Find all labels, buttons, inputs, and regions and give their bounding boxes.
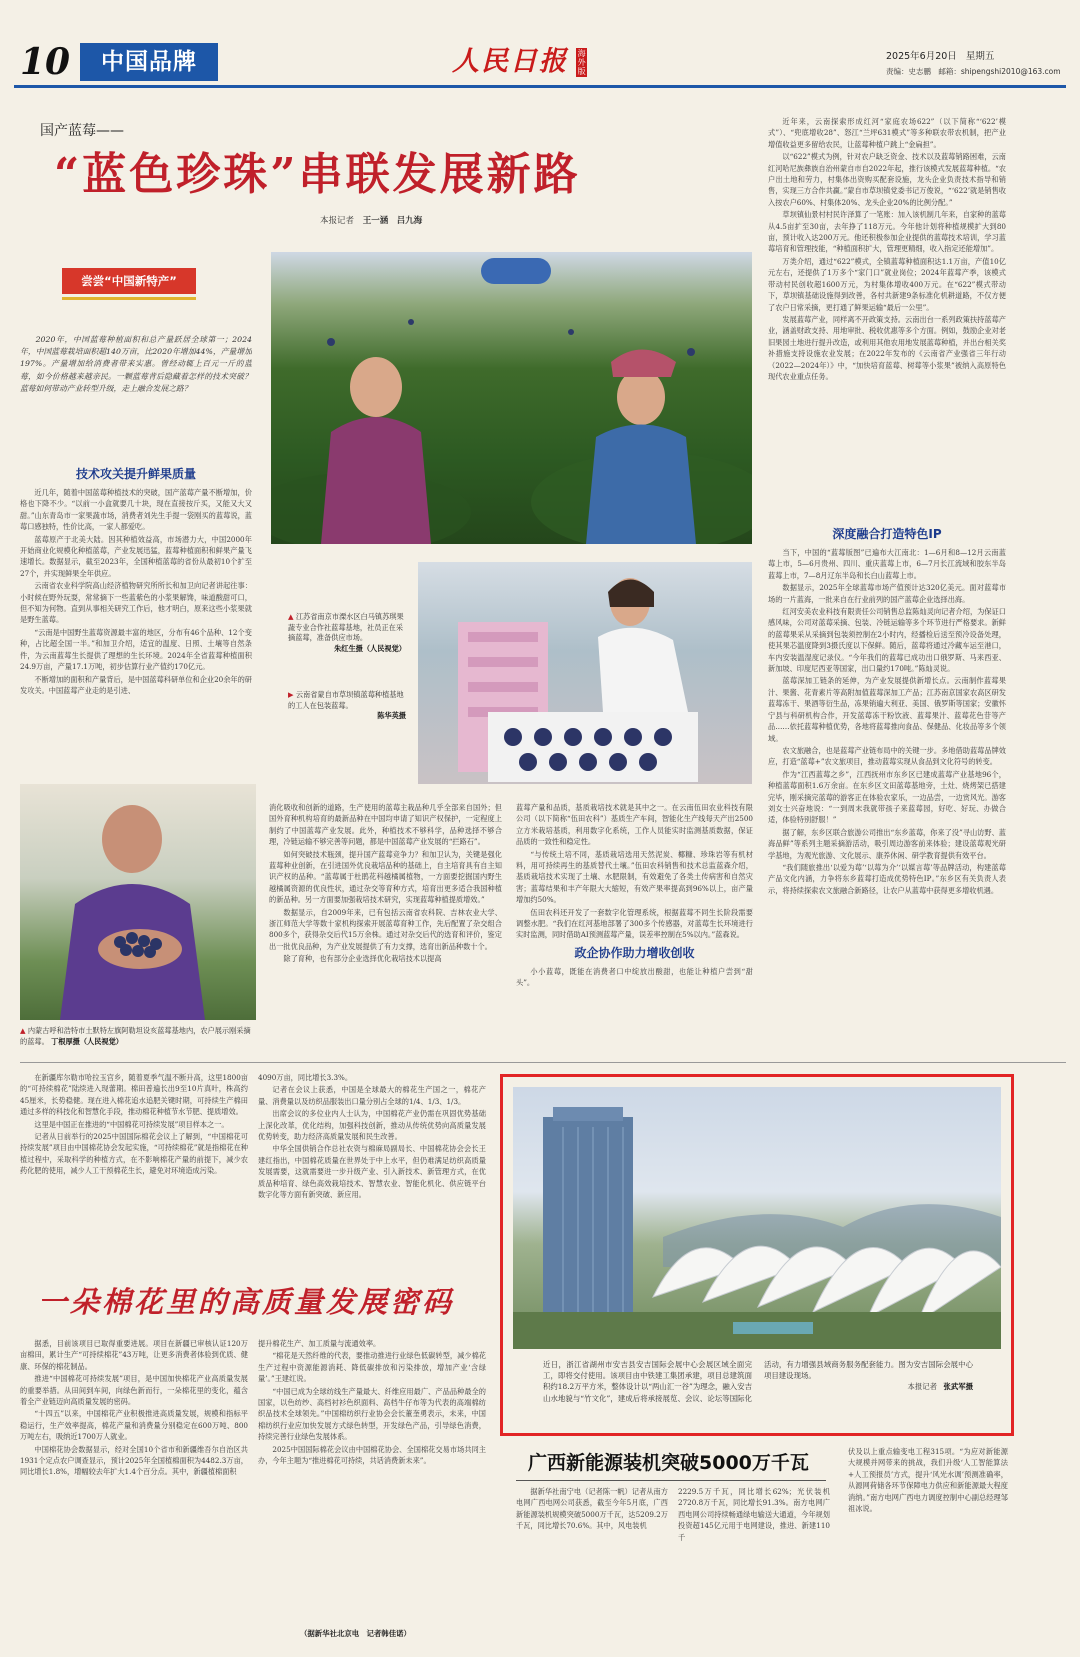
caption-credit: 陈华英摄	[377, 711, 406, 720]
column-tag	[62, 268, 196, 294]
weekday: 星期五	[965, 51, 995, 62]
lead-column-2	[269, 802, 502, 1054]
paragraph: 除了育种，也有部分企业选择优化栽培技术以提高	[283, 954, 442, 964]
photo-blueberry-pickers	[271, 252, 752, 544]
paragraph: 中国棉花协会数据显示，经对全国10个省市和新疆维吾尔自治区共1931个定点农户调查显示，预计2025年全国植棉面积为4482.3万亩，同比增长1.8%，增幅较去年扩大1.4个百分点。其中，新疆植棉面积	[20, 1444, 248, 1477]
paragraph: 数据显示，自2009年来，已有包括云南省农科院、吉林农业大学、浙江师范大学等数十家机构探索开展蓝莓育种工作，先后配置了杂交组合800多个，获得杂交后代15万余株。通过对杂交后代的选育和评价，鉴定出一批优良品种，为产业发展提供了有力支撑，选育出新品种数十个。	[269, 907, 502, 951]
paragraph: 推进“中国棉花可持续发展”项目，是中国加快棉花产业高质量发展的重要举措。从田间到车间，向绿色新而行，一朵棉花里的变化，蕴含着全产业链迈向高质量发展的密码。	[20, 1374, 248, 1407]
edition-badge: 海外版	[577, 49, 586, 76]
cotton-headline: 一朵棉花里的高质量发展密码	[38, 1285, 455, 1319]
paragraph: “与传统土培不同，基质栽培选用天然泥炭、椰糠、珍珠岩等有机材料，用可持续再生的基质替代土壤。”伍田农科销售和技术总监蓝森介绍，基质栽培技术实现了土壤、水肥限制，有效避免了各类土传病害和自然灾害；蓝莓结果和丰产年限大大缩短，有效产果率提高到96%以上，亩产量增加约50%。	[516, 849, 753, 905]
column-tag-label: 尝尝“中国新特产”	[81, 274, 177, 288]
caption-marker: ▶	[288, 690, 294, 699]
paragraph: 2025中国国际棉花会议由中国棉花协会、全国棉花交易市场共同主办，今年主题为“推进棉花可持续，共话消费新未来”。	[258, 1444, 486, 1466]
editor: 责编：史志鹏	[886, 67, 931, 76]
paragraph: 提升棉花生产、加工质量与流通效率。	[258, 1339, 381, 1348]
paragraph: 以“622”模式为例，针对农户缺乏资金、技术以及蓝莓销路困难，云南红河哈尼族彝族自治州蒙自市自2022年起，推行该模式发展蓝莓种植。“农户出土地和劳力，村集体出资购买配套设施，龙头企业负责技术指导和销售，实现三方合作共赢。”蒙自市草坝镇党委书记万俊说，“‘622’就是销售收入按农户60%、村集体20%、龙头企业20%的比例分配。”	[768, 152, 1006, 207]
paragraph: 数据显示，2025年全球蓝莓市场产值预计达320亿美元。面对蓝莓市场的一片蓝海，一批来自在行业前列的国产蓝莓企业选择出海。	[768, 583, 1006, 604]
email: 邮箱：shipengshi2010@163.com	[938, 67, 1061, 76]
photo-illustration	[20, 784, 256, 1020]
paper-logo	[452, 42, 622, 84]
paragraph: “云南是中国野生蓝莓资源最丰富的地区，分布有46个品种、12个变种，占比超全国一半。”和加卫介绍，适宜的温度、日照、土壤等自然条件，为云南蓝莓生长提供了理想的生长环境。2024年全省蓝莓种植面积24.9万亩，产量17.1万吨，初步估算行业产值约170亿元。	[20, 627, 252, 672]
caption-text: 江苏省南京市溧水区白马镇苏琪果蔬专业合作社蓝莓基地，社员正在采摘蓝莓，准备供应市场。	[288, 612, 404, 642]
guangxi-headline: 广西新能源装机突破5000万千瓦	[528, 1452, 809, 1474]
headline: “蓝色珍珠”串联发展新路	[54, 149, 581, 200]
paragraph: 万类介绍，通过“622”模式，全镇蓝莓种植面积达1.1万亩，产值10亿元左右，还提供了1万多个“家门口”就业岗位；2024年蓝莓产季，该模式带动村民创收超1600万元，为村集体增收400万元。在“622”模式带动下，草坝镇基础设施得到改善，各村共新建9条标准化机耕道路，不仅方便了农户日常采摘，更打通了鲜果运输“最后一公里”。	[768, 256, 1006, 312]
photo-caption-pickers	[288, 612, 406, 654]
paragraph: 云南省农业科学院高山经济植物研究所所长和加卫向记者讲起往事：小时候在野外玩耍，常常摘下一些蓝紫色的小浆果解馋，味道酸甜可口，但不知为何物。直到从事相关研究工作后，他才明白，原来这些小浆果就是野生蓝莓。	[20, 581, 252, 625]
photo-convention-center	[513, 1087, 1001, 1349]
paragraph: 中华全国供销合作总社农资与棉麻局副局长、中国棉花协会会长王建红指出，中国棉花质量在世界处于中上水平，但仍难满足纺织高质量发展需要，这就需要进一步升级产业、引入新技术、新管理方式，在优质品种培育、绿色高效栽培技术、智慧农业、智能化机化、供应链平台数字化等方面有新突破、新应用。	[258, 1144, 486, 1200]
section-heading: 深度融合打造特色IP	[832, 527, 942, 541]
paragraph: 作为“江西蓝莓之乡”，江西抚州市东乡区已建成蓝莓产业基地96个，种植蓝莓面积1.6万余亩。在东乡区文田蓝莓基地旁，土灶、烧烤架已搭建完毕，刚采摘完蓝莓的游客正在体验农家乐，一边品尝，一边赏风光。游客刘女士兴奋地说：“一到周末我就带孩子来蓝莓园，好吃、好玩、办做合适，体验特别舒服！”	[768, 769, 1006, 825]
paragraph: 近年来，云南探索形成红河“家庭农场622”（以下简称“‘622’模式”）、“兜底增收28”、怒江“兰坪631模式”等多种联农带农机制，把产业增值收益更多留给农民，让蓝莓种植户跳上“金扁担”。	[768, 117, 1006, 149]
section-heading: 技术攻关提升鲜果质量	[75, 467, 196, 481]
photo-caption-packing	[288, 690, 406, 722]
lead-column-4	[768, 116, 1006, 514]
caption-credit: 朱红生摄（人民视觉）	[334, 643, 406, 653]
guangxi-column-b	[678, 1486, 830, 1548]
paragraph: 据新华社南宁电（记者陈一帆）记者从南方电网广西电网公司获悉，截至今年5月底，广西新能源装机规模突破5000万千瓦，达5209.2万千瓦，同比增长70.6%。其中，风电装机	[516, 1487, 668, 1531]
date: 2025年6月20日	[886, 51, 957, 62]
paragraph: “十四五”以来，中国棉花产业积极推进高质量发展，规模和指标平稳运行，生产效率提高，棉花产量和消费量分别稳定在600万吨、800万吨左右，吸纳近1700万人就业。	[20, 1409, 248, 1442]
highlight-box	[500, 1074, 1014, 1436]
cotton-byline: （据新华社北京电 记者韩佳诺）	[300, 1629, 411, 1638]
paragraph: “棉花是天然纤维的代表，要推动推进行业绿色低碳转型，减少棉花生产过程中资源能源消耗、降低碳排放和污染排放，增加产业‘含绿量’。”王建红说。	[258, 1351, 486, 1384]
date-line	[886, 48, 994, 62]
paragraph: 据悉，目前该项目已取得重要进展。项目在新疆已审核认证120万亩棉田，累计生产“可持续棉花”43万吨，让更多消费者体验到优质、健康、环保的棉花制品。	[20, 1339, 248, 1371]
section-divider	[20, 1062, 1066, 1063]
photo-caption-convention	[543, 1359, 973, 1404]
photo-blueberry-packing	[418, 562, 752, 784]
section-heading: 政企协作助力增收创收	[574, 945, 695, 960]
caption-text: 近日，浙江省湖州市安吉县安吉国际会展中心会展区域全面完工，即将交付使用。该项目由中铁建工集团承建，项目总建筑面积约18.2万平方米，整体设计以“两山汇一谷”为理念，融入安吉山水地貌与“竹文化”，建成后将承接展览、会议、论坛等国际化活动，有力增强县域商务服务配套能力。图为安吉国际会展中心项目建设现场。	[543, 1360, 973, 1403]
paragraph: 在新疆库尔勒市哈拉玉宫乡，随着夏季气温不断升高，这里1800亩的“可持续棉花”陆续进入现蕾期。棉田普遍长出9至10片真叶，株高约45厘米，长势稳健。现在进入棉花追水追肥关键时期，可持续生产棉田通过多样的科技化和智慧化手段，推动棉花种植节水节肥、提质增效。	[20, 1073, 248, 1117]
cotton-column-b-bottom	[258, 1338, 486, 1626]
section-label: 中国品牌	[101, 49, 197, 75]
paragraph: 蓝莓深加工链条的延伸，为产业发展提供新增长点。云南制作蓝莓果汁、果酱、花青素片等高附加值蓝莓深加工产品；江苏南京国家农高区研发蓝莓冻干、果酒等衍生品，冻果销遍大利亚、美国、俄罗斯等国家；安徽怀宁县与科研机构合作，开发蓝莓冻干粉饮液、蓝莓果汁、蓝莓花色苷等产品……依托蓝莓种植优势，各地将蓝莓推向食品、保健品、化妆品等多个领域。	[768, 676, 1006, 743]
byline	[320, 214, 422, 226]
lead-column-3	[516, 802, 753, 1054]
paragraph: 小小蓝莓，既能在消费者口中绽放出酸甜，也能让种植户尝到“甜头”。	[516, 966, 753, 988]
caption-marker: ▲	[288, 612, 294, 621]
photo-illustration	[513, 1087, 1001, 1349]
paragraph: 不断增加的面积和产量背后，是中国蓝莓科研单位和企业20余年的研发攻关。中国蓝莓产业走的是引进、	[20, 674, 252, 695]
paragraph: 这里是中国正在推进的“中国棉花可持续发展”项目样本之一。	[34, 1119, 229, 1129]
column-tag-underline	[62, 297, 196, 300]
paragraph: 据了解，东乡区联合旅游公司推出“东乡蓝莓，你来了没”寻山访野、蓝海品鲜”等系列主题采摘游活动，吸引周边游客前来体验；建设蓝莓观光研学基地，为观光旅游、文化展示、康养休闲、研学教育提供有效平台。	[768, 827, 1006, 860]
caption-text: 内蒙古呼和浩特市土默特左旗阿勒坦设亥蓝莓基地内，农户展示刚采摘的蓝莓。	[20, 1026, 251, 1046]
guangxi-column-c	[848, 1446, 1008, 1550]
paragraph: 近几年，随着中国蓝莓种植技术的突破，国产蓝莓产量不断增加，价格也下降不少。“以前一小盒就要几十块，现在直接按斤买，又能又大又甜。”山东青岛市一家果蔬市场，消费者刘先生手提一袋刚买的蓝莓说，蓝莓口感独特，性价比高，一家人都爱吃。	[20, 488, 252, 532]
paragraph: 农文旅融合，也是蓝莓产业链布局中的关键一步。多地借助蓝莓品牌效应，打造“蓝莓+”农文旅项目，推动蓝莓实现从食品到文化符号的转变。	[768, 745, 1006, 767]
guangxi-column-a	[516, 1486, 668, 1548]
masthead	[14, 38, 1066, 92]
paragraph: 伍田农科还开发了一套数字化管理系统，根据蓝莓不同生长阶段需要调整水肥。“我们在红河基地部署了300多个传感器，对蓝莓生长环境进行实时监测，同时借助AI预测蓝莓产量，误差率控制在5%以内。”蓝森说。	[516, 907, 753, 940]
lead-intro: 2020年，中国蓝莓种植面积和总产量跃居全球第一；2024年，中国蓝莓栽培面积超140万亩，比2020年增加44%，产量增加197%。产量增加给消费者带来实惠。曾经动辄上百元一斤的蓝莓，如今价格越来越亲民。一颗蓝莓背后隐藏着怎样的技术突破？蓝莓如何带动产业转型升级，走上融合发展之路？	[20, 335, 252, 393]
cotton-column-a-bottom	[20, 1338, 248, 1638]
page-number: 10	[20, 41, 71, 83]
paragraph: 蓝莓原产于北美大陆。因其种植效益高，市场潜力大，中国2000年开始商业化规模化种植蓝莓，产业发展迅猛，蓝莓种植面积和鲜果产量飞速增长。数据显示，截至2023年，全国种植蓝莓的省份从最初10个扩至27个，并实现鲜果全年供应。	[20, 534, 252, 578]
paragraph: 草坝镇仙景村村民许泽算了一笔账：加入该机制几年来，自家种的蓝莓从4.5亩扩至30亩，去年挣了118万元。今年他计划将种植规模扩大到80亩，预计收入达200万元。他还积极参加企业提供的蓝莓技术培训，学习蓝莓培育和管理技能，“种植面积扩大，管理更精细，收入指定还能增加”。	[768, 210, 1006, 254]
byline-prefix: 本报记者	[320, 216, 355, 226]
paragraph: 记者在会议上获悉，中国是全球最大的棉花生产国之一，棉花产量、消费量以及纺织品服装出口量分别占全球的1/4、1/3、1/3。	[258, 1085, 486, 1106]
caption-credit: 丁根厚摄（人民视觉）	[51, 1036, 123, 1046]
paper-name: 人民日报	[452, 46, 568, 77]
photo-caption-farmer	[20, 1026, 256, 1047]
masthead-rule	[14, 85, 1066, 88]
caption-marker: ▲	[20, 1026, 26, 1035]
byline-names: 王一涵 吕九海	[362, 216, 423, 226]
caption-credit: 本报记者 张武军摄	[907, 1382, 973, 1392]
paragraph: “中国已成为全球纺线生产量最大、纤维应用最广、产品品种最全的国家，以色纺纱、高档衬衫色织面料、高档牛仔布等为代表的高端棉纺织品技术全球领先。”中国棉纺织行业协会会长董奎勇表示，未来，中国棉纺织行业应加快发展方式绿色转型，开发绿色产品，引导绿色消费，持续完善行业绿色发展体系。	[258, 1386, 486, 1442]
caption-text: 云南省蒙自市草坝镇蓝莓种植基地的工人在包装蓝莓。	[288, 690, 404, 710]
photo-illustration	[271, 252, 752, 544]
lead-column-1	[20, 462, 252, 765]
paragraph: 当下，中国的“蓝莓版图”已遍布大江南北：1—6月和8—12月云南蓝莓上市，5—6月贵州、四川、重庆蓝莓上市，6—7月长江流域和胶东半岛蓝莓上市，7—8月辽东半岛和长白山蓝莓上市。	[768, 548, 1006, 580]
paragraph: 红河安美农业科技有限责任公司销售总监陈灿灵向记者介绍，为保证口感风味，公司对蓝莓采摘、包装、冷链运输等多个环节进行严格要求。新鲜的蓝莓果采从采摘到包装须控制在2小时内，经播检后送至预冷设备处理，使其果芯温度降到3摄氏度以下保鲜。随后，蓝莓将通过冷藏车运至港口，车内安装温湿度记录仪。“今年我们的蓝莓已成功出口俄罗斯、马来西亚、新加坡、印度尼西亚等国家，出口量约170吨。”陈灿灵说。	[768, 607, 1006, 674]
photo-farmer	[20, 784, 256, 1020]
paragraph: 记者从日前举行的2025中国国际棉花会议上了解到，“中国棉花可持续发展”项目由中国棉花协会发起实施，“可持续棉花”就是指棉花在种植过程中，采取科学的种植方式，在不影响棉花产量的前提下，减少农药化肥的使用，减少人工干预棉花生长，避免对环境造成污染。	[20, 1132, 248, 1176]
editor-line	[886, 66, 1061, 77]
paragraph: 消化吸收和创新的道路，生产使用的蓝莓主栽品种几乎全部来自国外；但国外育种机构培育的最新品种在中国均申请了知识产权保护，一定程度上制约了中国蓝莓产业发展。此外，种植技术不够科学，品种选择不够合理，冷链运输不够完善等问题，都是中国蓝莓产业发展的“拦路石”。	[269, 803, 502, 847]
paragraph: 出席会议的多位业内人士认为，中国棉花产业仍需在巩固优势基础上深化改革，优化结构，加强科技创新，推动从传统优势向高质量发展优势转变，助力经济高质量发展和民生改善。	[258, 1109, 486, 1142]
photo-illustration	[418, 562, 752, 784]
cotton-column-a-top	[20, 1072, 248, 1270]
paragraph: “我们随旅推出‘以爱为莓’‘以莓为介’‘以媒言莓’等品牌活动，构建蓝莓产品文化内涵，力争将东乡蓝莓打造成优势特色IP。”东乡区有关负责人表示，将持续探索农文旅融合新路径，让农户从蓝莓中获得更多增收机遇。	[768, 862, 1006, 895]
paragraph: 伏及以上重点输变电工程315项。“为应对新能源大规模并网带来的挑战，我们升级‘人工智能算法+人工预报员’方式，提升‘风光水调’预测准确率，从源网荷储各环节保障电力供应和新能源最大程度消纳。”南方电网广西电力调度控制中心副总经理邹祖冰说。	[848, 1447, 1008, 1514]
kicker: 国产蓝莓——	[40, 123, 124, 139]
paragraph: 蓝莓产量和品质，基质栽培技术就是其中之一。在云南伍田农业科技有限公司（以下简称“伍田农科”）基质生产车间，智能化生产线每天产出2500立方米栽培基质，利用数字化系统，工作人员能实时监测基质数据，保证品质的一致性和稳定性。	[516, 803, 753, 847]
lead-column-5	[768, 522, 1006, 1056]
guangxi-rule	[516, 1480, 826, 1481]
paragraph: 2229.5万千瓦，同比增长62%；光伏装机2720.8万千瓦，同比增长91.3%。南方电网广西电网公司持续畅通绿电输送大通道，今年规划投资超145亿元用于电网建设，推进、新建110千	[678, 1487, 830, 1542]
paragraph: 如何突破技术瓶颈，提升国产蓝莓竞争力？和加卫认为，关键是强化蓝莓种业创新，在引进国外优良栽培品种的基础上，自主培育具有自主知识产权的品种。“蓝莓属于杜鹃花科越橘属植物，一方面要挖掘国内野生越橘属资源的优良性状，通过杂交等育种方式，培育出更多适合我国种植的新品种。另一方面要加强栽培技术研究，实现蓝莓种植提质增效。”	[269, 849, 502, 905]
section-badge	[80, 43, 218, 81]
paragraph: 发展蓝莓产业，同样离不开政策支持。云南出台一系列政策扶持蓝莓产业，涵盖财政支持、用地审批、税收优惠等多个方面。例如，鼓励企业对老旧果园土地进行提升改造，或利用其他农用地发展蓝莓种植，并出台相关奖补措施支持设施农业发展；在2022年发布的《云南省产业强省三年行动（2022—2024年）》中，“加快培育蓝莓、树莓等小浆果”被纳入高原特色现代农业重点任务。	[768, 314, 1006, 381]
paragraph: 4090万亩，同比增长3.3%。	[258, 1073, 353, 1082]
cotton-column-b-top	[258, 1072, 486, 1270]
